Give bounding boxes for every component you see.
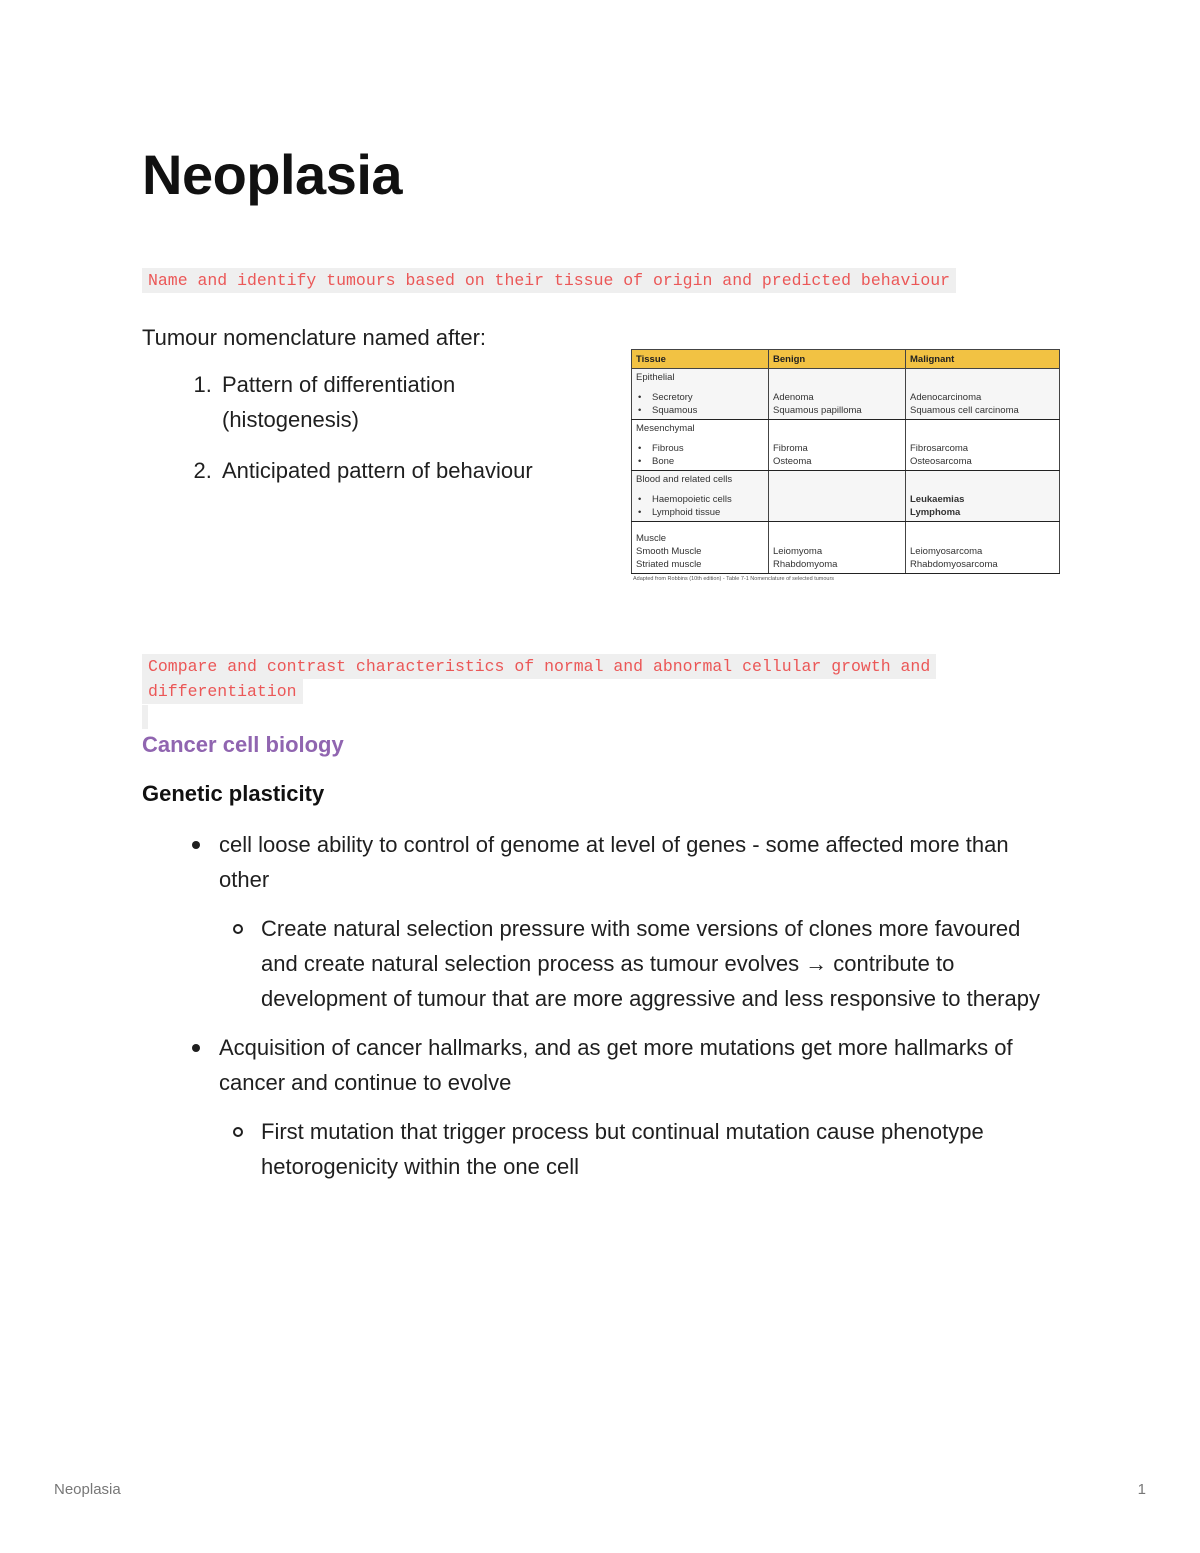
nomenclature-table bbox=[631, 349, 1060, 574]
page-number: 1 bbox=[1137, 1481, 1146, 1498]
table-cell: Adenoma Squamous papilloma bbox=[769, 369, 906, 420]
intro-text: Tumour nomenclature named after: bbox=[142, 325, 487, 350]
learning-objective-2 bbox=[142, 654, 932, 704]
table-cell: Mesenchymal • Fibrous • Bone bbox=[632, 420, 769, 471]
list-item: 2. Anticipated pattern of behaviour bbox=[218, 453, 582, 488]
table-row bbox=[632, 471, 1060, 522]
subheading: Genetic plasticity bbox=[142, 781, 325, 806]
bullet-list bbox=[142, 827, 1062, 1198]
learning-objective-1 bbox=[142, 268, 956, 293]
empty-code-line bbox=[142, 705, 148, 729]
table-caption: Adapted from Robbins (10th edition) - Table 7-1 Nomenclature of selected tumours bbox=[633, 576, 835, 582]
section-heading: Cancer cell biology bbox=[142, 732, 344, 757]
table-header-tissue: Tissue bbox=[632, 350, 769, 369]
list-item: cell loose ability to control of genome at level of genes - some affected more than other Create natural selection pressure with some versions of clones more favoured and create natural selection process as tumour evolves → contribute to development of tumour that are more aggressive and less responsive to therapy bbox=[142, 827, 1062, 1016]
table-header-malignant: Malignant bbox=[906, 350, 1060, 369]
table-cell: Leukaemias Lymphoma bbox=[906, 471, 1060, 522]
inline-code: Compare and contrast characteristics of normal and abnormal cellular growth and differentiation bbox=[142, 654, 936, 704]
table-cell: Epithelial • Secretory • Squamous bbox=[632, 369, 769, 420]
list-item: 1. Pattern of differentiation (histogenesis) bbox=[218, 367, 582, 437]
nomenclature-table-figure bbox=[631, 349, 1060, 582]
table-cell: Fibrosarcoma Osteosarcoma bbox=[906, 420, 1060, 471]
footer-title: Neoplasia bbox=[54, 1481, 121, 1498]
list-item: First mutation that trigger process but continual mutation cause phenotype hetorogenicity within the one cell bbox=[219, 1114, 1062, 1184]
nomenclature-intro bbox=[142, 320, 582, 504]
table-cell: Blood and related cells • Haemopoietic cells • Lymphoid tissue bbox=[632, 471, 769, 522]
page-title: Neoplasia bbox=[142, 143, 403, 206]
table-cell: Leiomyosarcoma Rhabdomyosarcoma bbox=[906, 522, 1060, 574]
table-cell: Leiomyoma Rhabdomyoma bbox=[769, 522, 906, 574]
table-row bbox=[632, 420, 1060, 471]
table-cell: Adenocarcinoma Squamous cell carcinoma bbox=[906, 369, 1060, 420]
table-cell: Fibroma Osteoma bbox=[769, 420, 906, 471]
table-row bbox=[632, 369, 1060, 420]
list-item: Acquisition of cancer hallmarks, and as get more mutations get more hallmarks of cancer and continue to evolve First mutation that trigger process but continual mutation cause phenotype hetorogenicity within the one cell bbox=[142, 1030, 1062, 1184]
table-cell: Muscle Smooth Muscle Striated muscle bbox=[632, 522, 769, 574]
numbered-list bbox=[142, 367, 582, 488]
table-cell bbox=[769, 471, 906, 522]
list-item: Create natural selection pressure with some versions of clones more favoured and create natural selection process as tumour evolves → contribute to development of tumour that are more aggressive and less responsive to therapy bbox=[219, 911, 1062, 1016]
table-row bbox=[632, 522, 1060, 574]
table-header-benign: Benign bbox=[769, 350, 906, 369]
inline-code: Name and identify tumours based on their tissue of origin and predicted behaviour bbox=[142, 268, 956, 293]
